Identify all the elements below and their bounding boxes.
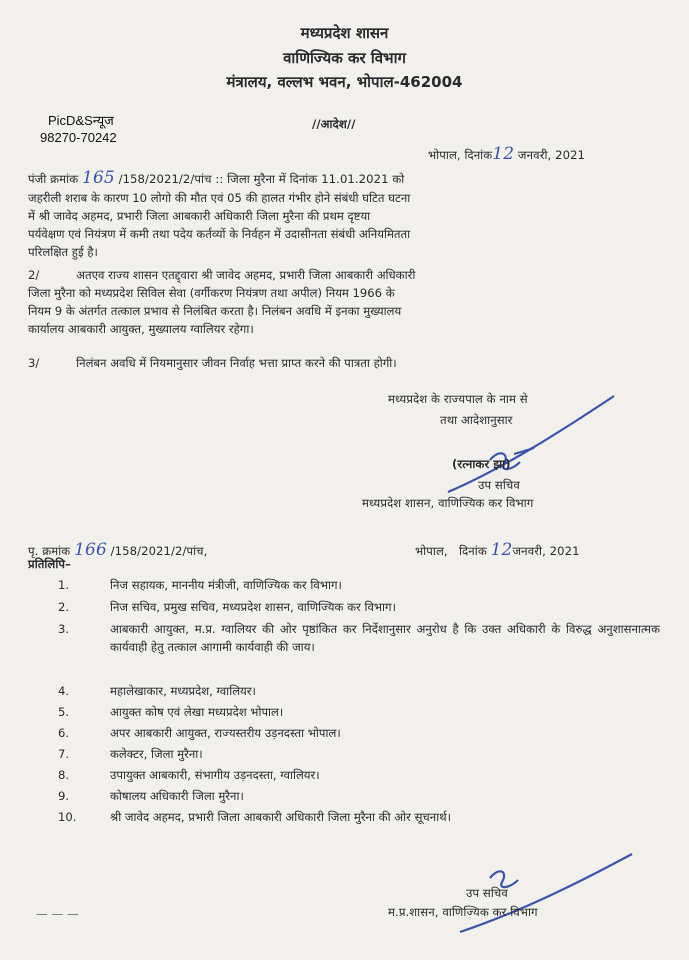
footer-marks: — — — (36, 907, 79, 921)
paragraph-2-line: नियम 9 के अंतर्गत तत्काल प्रभाव से निलंबित करता है। निलंबन अवधि में इनका मुख्यालय (28, 304, 402, 318)
copy-list-number: 2. (58, 600, 70, 614)
paragraph-1 (28, 189, 668, 261)
endorsement-number-handwritten: 166 (74, 540, 107, 560)
order-number-line (28, 168, 404, 188)
copy-list-item: उपायुक्त आबकारी, संभागीय उड़नदस्ता, ग्वालियर। (110, 768, 320, 782)
header-government: मध्यप्रदेश शासन (300, 24, 389, 42)
date-day-handwritten: 12 (492, 144, 515, 164)
signature1-order: तथा आदेशानुसार (440, 413, 513, 427)
paragraph-2-line: जिला मुरैना को मध्यप्रदेश सिविल सेवा (वर्गीकरण नियंत्रण तथा अपील) नियम 1966 के (28, 286, 395, 300)
copy-list-item: निज सचिव, प्रमुख सचिव, मध्यप्रदेश शासन, वाणिज्यिक कर विभाग। (110, 600, 396, 614)
order-date (428, 144, 585, 164)
date-prefix: भोपाल, दिनांक (428, 148, 493, 162)
copy-list-number: 6. (58, 726, 70, 740)
signature2-designation: उप सचिव (466, 886, 508, 900)
signature1-name: (रत्नाकर झा) (452, 457, 511, 471)
copy-list-item: श्री जावेद अहमद, प्रभारी जिला आबकारी अधिकारी जिला मुरैना की ओर सूचनार्थ। (110, 810, 452, 824)
paragraph-1-line: पर्यवेक्षण एवं नियंत्रण में कमी तथा पदेय कर्तव्यों के निर्वहन में उदासीनता संबंधी अनियमितता (28, 227, 411, 241)
copy-list-number: 4. (58, 684, 70, 698)
header-department: वाणिज्यिक कर विभाग (283, 49, 406, 67)
copy-list-item: महालेखाकार, मध्यप्रदेश, ग्वालियर। (110, 684, 256, 698)
paragraph-2 (28, 266, 668, 338)
paragraph-2-line: 2/ अतएव राज्य शासन एतद्द्वारा श्री जावेद अहमद, प्रभारी जिला आबकारी अधिकारी (28, 268, 416, 282)
copy-list-item: अपर आबकारी आयुक्त, राज्यस्तरीय उड़नदस्ता भोपाल। (110, 726, 341, 740)
copy-list-number: 5. (58, 705, 70, 719)
endorsement-date (415, 540, 580, 560)
order-title: //आदेश// (312, 117, 356, 131)
copy-list-item: कोषालय अधिकारी जिला मुरैना। (110, 789, 244, 803)
signature1-handwritten-signature (430, 388, 630, 498)
copy-list-number: 7. (58, 747, 70, 761)
endorsement-rest: /158/2021/2/पांच, (110, 544, 208, 558)
copy-list-number: 3. (58, 622, 70, 636)
endorsement-date-day-handwritten: 12 (490, 540, 513, 560)
copy-list-item: कलेक्टर, जिला मुरैना। (110, 747, 203, 761)
copy-list-item: आबकारी आयुक्त, म.प्र. ग्वालियर की ओर पृष्ठांकित कर निर्देशानुसार अनुरोध है कि उक्त अधिकारी के विरुद्ध अनुशासनात्मक कार्यवाही हेतु तत्काल आगामी कार्यवाही की जाय। (110, 622, 660, 654)
signature1-designation: उप सचिव (478, 478, 520, 492)
paragraph-3 (28, 354, 668, 372)
date-rest: जनवरी, 2021 (517, 148, 586, 162)
order-number-prefix: पंजी क्रमांक (28, 172, 79, 186)
paragraph-3-line: 3/ निलंबन अवधि में नियमानुसार जीवन निर्वाह भत्ता प्राप्त करने की पात्रता होगी। (28, 356, 397, 370)
watermark-phone: 98270-70242 (40, 130, 117, 145)
endorsement-prefix: पृ. क्रमांक (28, 544, 71, 558)
order-number-handwritten: 165 (82, 168, 115, 188)
paragraph-1-line: में श्री जावेद अहमद, प्रभारी जिला आबकारी अधिकारी जिला मुरैना की प्रथम दृष्टया (28, 209, 371, 223)
copy-list-number: 8. (58, 768, 70, 782)
copy-list-number: 9. (58, 789, 70, 803)
paragraph-2-line: कार्यालय आबकारी आयुक्त, मुख्यालय ग्वालियर रहेगा। (28, 322, 254, 336)
signature2-department: म.प्र.शासन, वाणिज्यिक कर विभाग (388, 905, 538, 919)
order-number-rest: /158/2021/2/पांच :: जिला मुरैना में दिनांक 11.01.2021 को (118, 172, 405, 186)
watermark-name: PicD&Sन्यूज (48, 113, 114, 128)
copy-list-number: 1. (58, 578, 70, 592)
paragraph-1-line: परिलक्षित हुई है। (28, 245, 98, 259)
header-address: मंत्रालय, वल्लभ भवन, भोपाल-462004 (226, 73, 463, 91)
signature1-authority: मध्यप्रदेश के राज्यपाल के नाम से (388, 392, 528, 406)
copy-list-item: आयुक्त कोष एवं लेखा मध्यप्रदेश भोपाल। (110, 705, 284, 719)
copy-list-number: 10. (58, 810, 77, 824)
endorsement-date-rest: जनवरी, 2021 (512, 544, 580, 558)
endorsement-date-prefix: भोपाल, दिनांक (415, 544, 487, 558)
copy-list-item: निज सहायक, माननीय मंत्रीजी, वाणिज्यिक कर विभाग। (110, 578, 342, 592)
copy-label: प्रतिलिपि– (28, 557, 71, 571)
paragraph-1-line: जहरीली शराब के कारण 10 लोगो की मौत एवं 05 की हालत गंभीर होने संबंधी घटित घटना (28, 191, 411, 205)
signature1-department: मध्यप्रदेश शासन, वाणिज्यिक कर विभाग (362, 496, 534, 510)
